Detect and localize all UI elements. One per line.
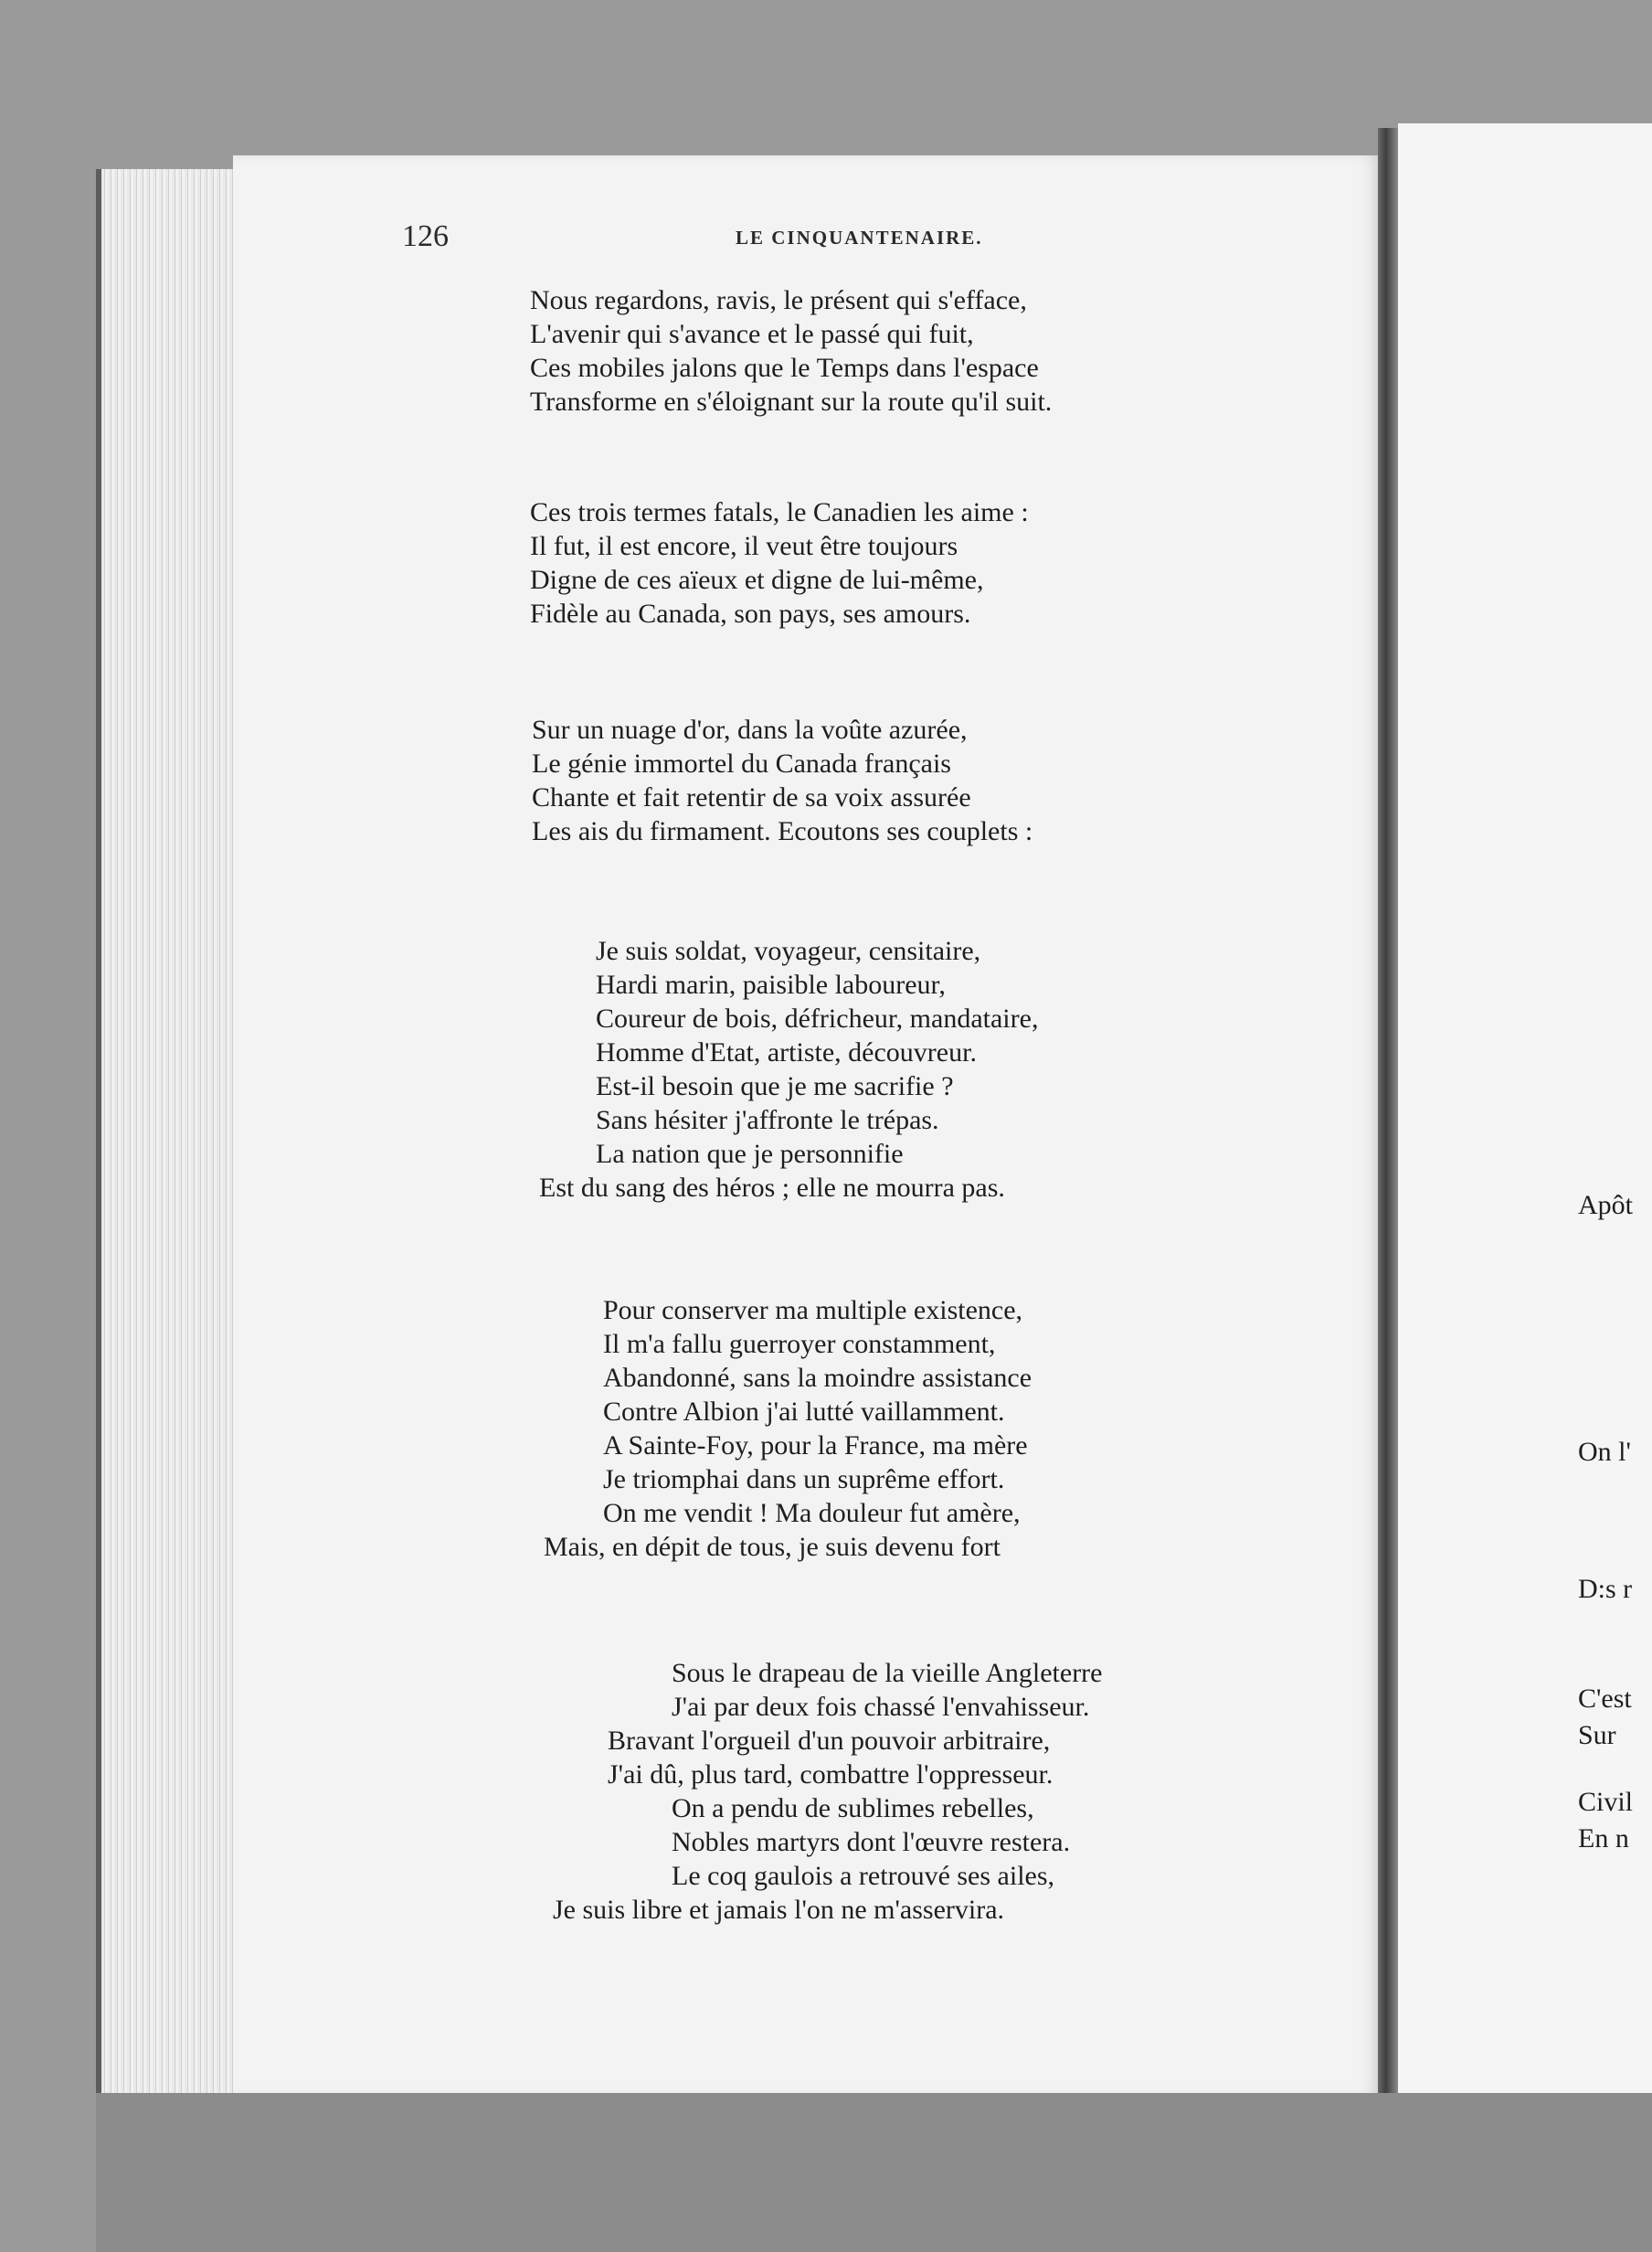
running-title: LE CINQUANTENAIRE. <box>736 227 983 249</box>
verse-line: Bravant l'orgueil d'un pouvoir arbitraire, <box>608 1726 1051 1756</box>
verse-line: Est du sang des héros ; elle ne mourra pas. <box>539 1173 1005 1203</box>
stanza-3 <box>532 713 1032 848</box>
stanza-4 <box>539 934 1038 1205</box>
verse-line: Homme d'Etat, artiste, découvreur. <box>596 1037 977 1068</box>
right-page-fragment: On l' <box>1578 1437 1631 1467</box>
right-page-fragment: D:s r <box>1578 1574 1633 1604</box>
right-page-fragment: Civil <box>1578 1787 1634 1817</box>
verse-line: Sans hésiter j'affronte le trépas. <box>596 1105 939 1135</box>
stanza-6 <box>553 1656 1103 1927</box>
verse-line: Le génie immortel du Canada français <box>532 749 951 779</box>
verse-line: Je suis libre et jamais l'on ne m'asservira. <box>553 1895 1005 1925</box>
verse-line: Je triomphai dans un suprême effort. <box>603 1464 1005 1494</box>
verse-line: Je suis soldat, voyageur, censitaire, <box>596 936 981 966</box>
page-number: 126 <box>402 219 449 253</box>
verse-line: Ces trois termes fatals, le Canadien les aime : <box>530 497 1029 527</box>
verse-line: J'ai dû, plus tard, combattre l'oppresseur. <box>608 1759 1054 1790</box>
verse-line: J'ai par deux fois chassé l'envahisseur. <box>672 1692 1090 1722</box>
right-page-fragment: En n <box>1578 1823 1629 1854</box>
verse-line: Nobles martyrs dont l'œuvre restera. <box>672 1827 1071 1857</box>
verse-line: Transforme en s'éloignant sur la route qu'il suit. <box>530 387 1053 417</box>
right-page-fragment: Sur <box>1578 1720 1616 1750</box>
verse-line: Chante et fait retentir de sa voix assurée <box>532 782 971 813</box>
verse-line: Coureur de bois, défricheur, mandataire, <box>596 1004 1039 1034</box>
verse-line: Mais, en dépit de tous, je suis devenu fort <box>544 1532 1001 1562</box>
right-page-fragment: Apôt <box>1578 1190 1633 1220</box>
book-page-edges <box>96 169 238 2093</box>
verse-line: A Sainte-Foy, pour la France, ma mère <box>603 1430 1028 1461</box>
verse-line: Le coq gaulois a retrouvé ses ailes, <box>672 1861 1055 1891</box>
running-head <box>233 219 1386 256</box>
verse-line: Sous le drapeau de la vieille Angleterre <box>672 1658 1103 1688</box>
background-surface <box>96 2093 1652 2252</box>
stanza-2 <box>530 495 1029 631</box>
stanza-1 <box>530 283 1052 419</box>
verse-line: Il fut, il est encore, il veut être toujours <box>530 531 958 561</box>
verse-line: Sur un nuage d'or, dans la voûte azurée, <box>532 715 968 745</box>
verse-line: Il m'a fallu guerroyer constamment, <box>603 1329 996 1359</box>
verse-line: Nous regardons, ravis, le présent qui s'efface, <box>530 285 1027 315</box>
verse-line: L'avenir qui s'avance et le passé qui fuit, <box>530 319 974 349</box>
verse-line: Ces mobiles jalons que le Temps dans l'espace <box>530 353 1039 383</box>
verse-line: Fidèle au Canada, son pays, ses amours. <box>530 599 971 629</box>
book-gutter <box>1378 128 1398 2102</box>
verse-line: Abandonné, sans la moindre assistance <box>603 1363 1032 1393</box>
verse-line: On me vendit ! Ma douleur fut amère, <box>603 1498 1021 1528</box>
verse-line: Contre Albion j'ai lutté vaillamment. <box>603 1397 1005 1427</box>
stanza-5 <box>544 1293 1032 1564</box>
verse-line: La nation que je personnifie <box>596 1139 904 1169</box>
verse-line: Digne de ces aïeux et digne de lui-même, <box>530 565 984 595</box>
verse-line: Est-il besoin que je me sacrifie ? <box>596 1071 954 1101</box>
verse-line: Pour conserver ma multiple existence, <box>603 1295 1023 1325</box>
verse-line: Les ais du firmament. Ecoutons ses couplets : <box>532 816 1033 846</box>
right-page-fragment: C'est <box>1578 1684 1632 1714</box>
verse-line: Hardi marin, paisible laboureur, <box>596 970 946 1000</box>
verse-line: On a pendu de sublimes rebelles, <box>672 1793 1034 1823</box>
